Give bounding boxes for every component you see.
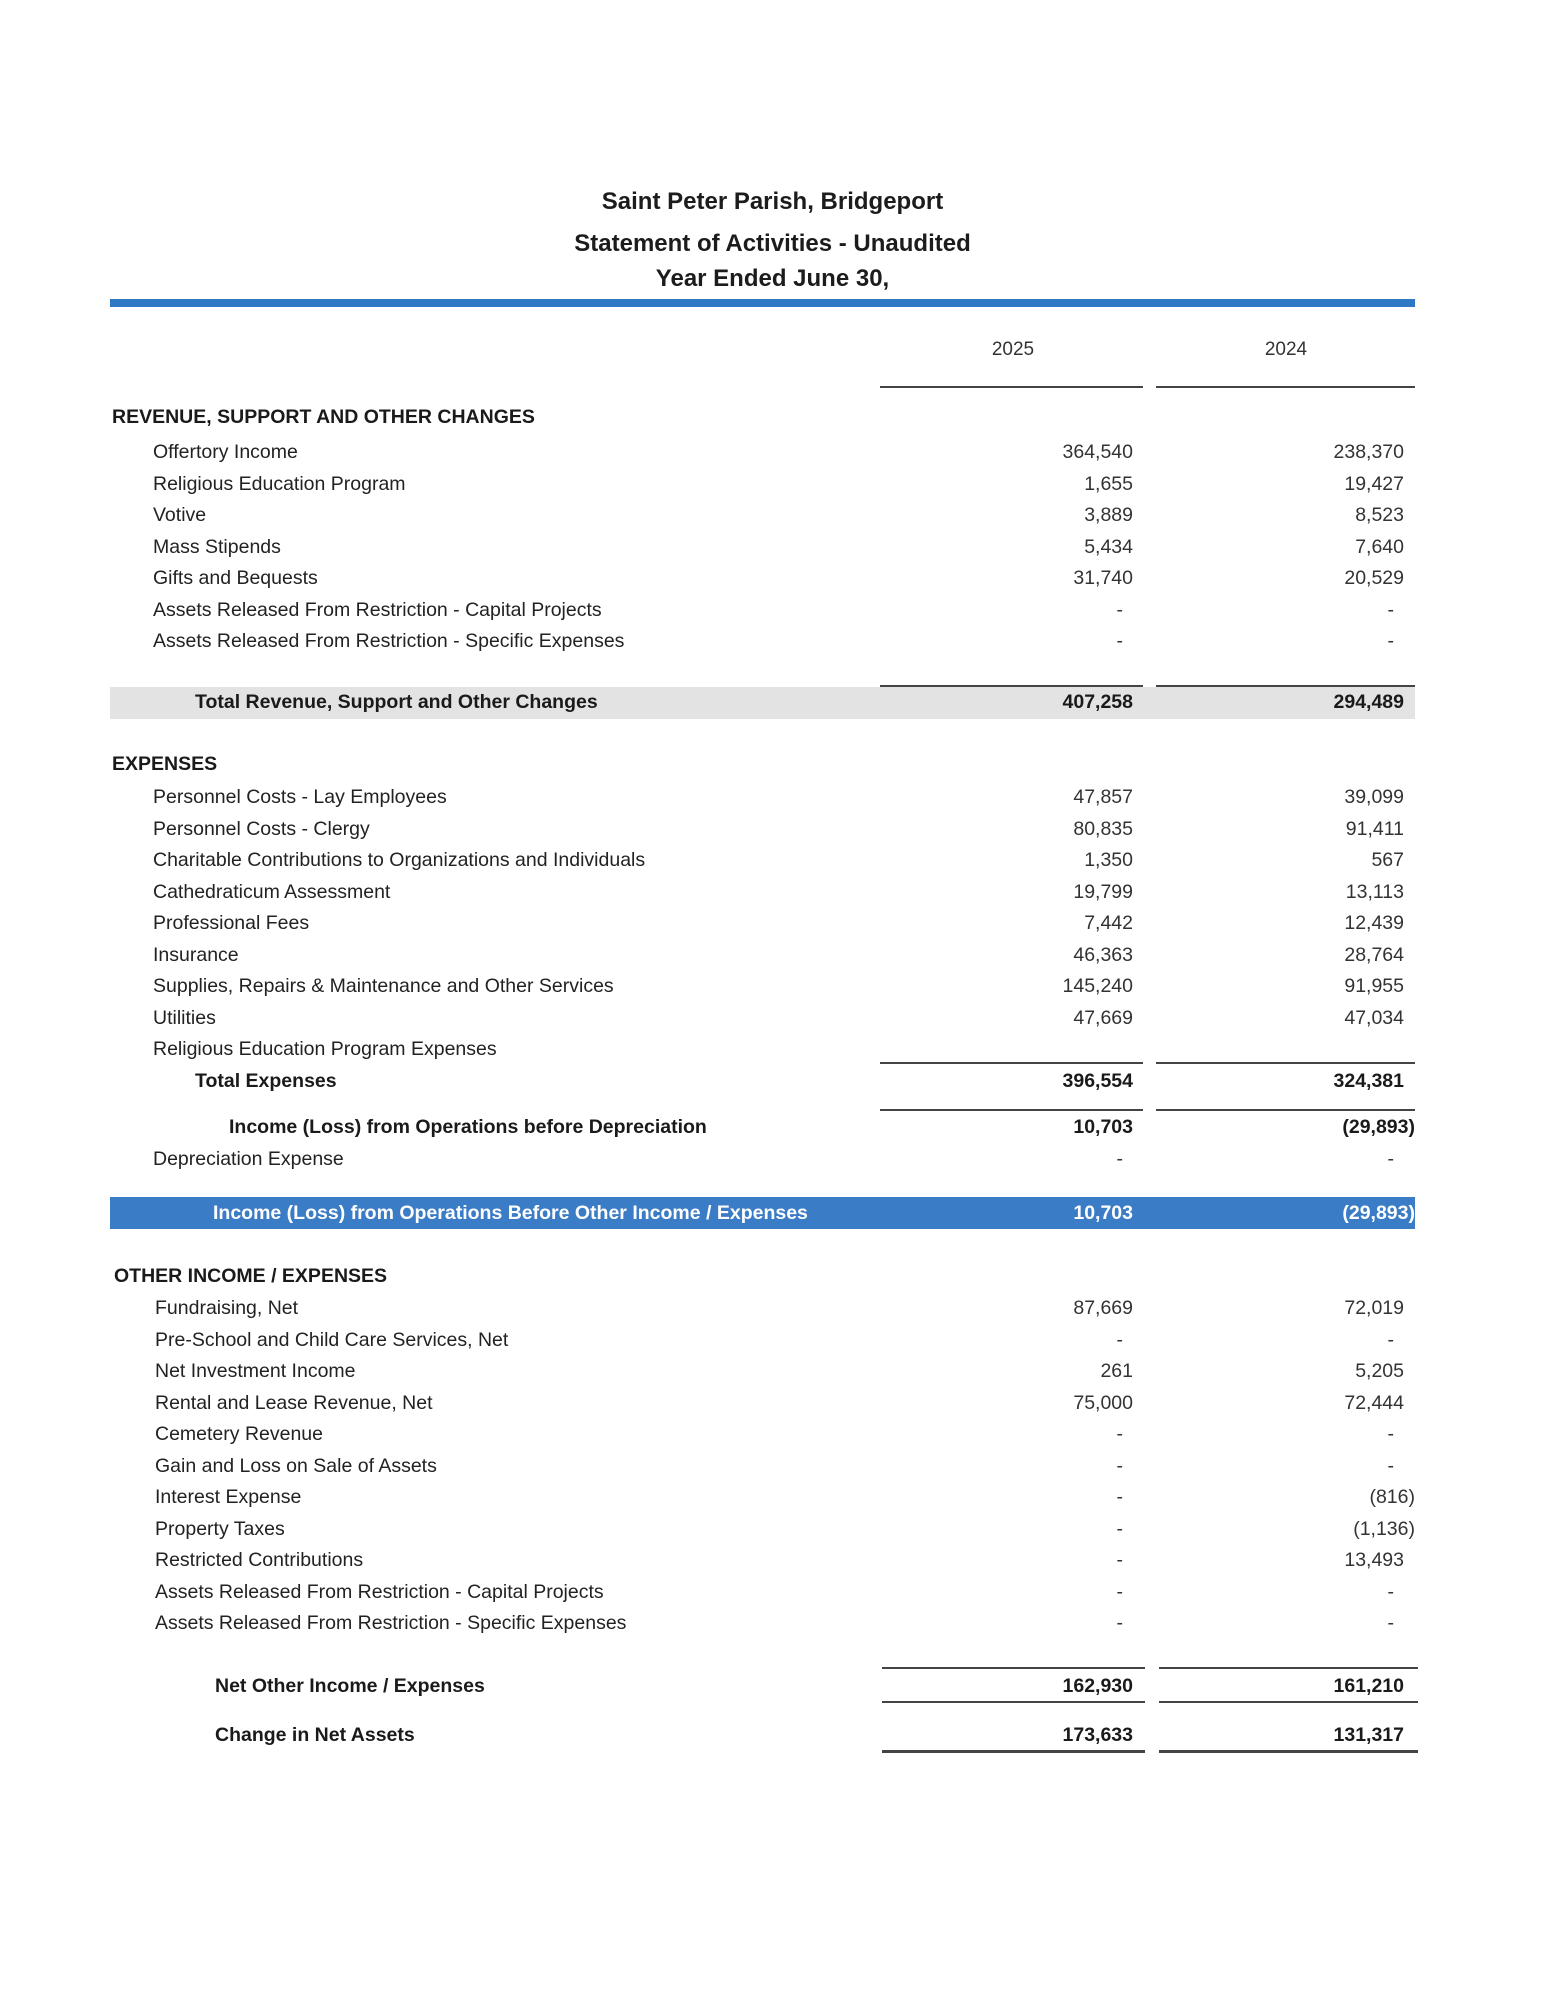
row-label: Restricted Contributions	[155, 1549, 364, 1571]
line-item-row	[0, 1003, 1545, 1033]
row-label: Mass Stipends	[153, 535, 281, 558]
value-2024: 5,205	[1355, 1360, 1404, 1382]
value-2025: 75,000	[1073, 1391, 1133, 1414]
value-2025: 10,703	[1073, 1202, 1133, 1224]
value-2024: 12,439	[1344, 912, 1404, 934]
line-item-row	[0, 500, 1545, 530]
value-2024: -	[1387, 1580, 1394, 1603]
row-label: Change in Net Assets	[215, 1724, 415, 1746]
row-label: Professional Fees	[153, 912, 310, 934]
row-label: Net Other Income / Expenses	[215, 1675, 485, 1697]
operations-rule-2025	[880, 1109, 1143, 1111]
expenses-section-heading: EXPENSES	[112, 753, 218, 775]
value-2024: 324,381	[1333, 1070, 1404, 1092]
value-2025: 5,434	[1084, 535, 1133, 558]
row-label: Gifts and Bequests	[153, 567, 318, 589]
value-2024: -	[1387, 630, 1394, 652]
row-label: Supplies, Repairs & Maintenance and Other Services	[153, 975, 614, 997]
row-label: Assets Released From Restriction - Capital Projects	[153, 598, 602, 621]
value-2025: 1,655	[1084, 472, 1133, 495]
line-item-row	[0, 971, 1545, 1001]
value-2025: 19,799	[1073, 880, 1133, 903]
value-2024: -	[1387, 1423, 1394, 1445]
value-2024: 567	[1371, 849, 1404, 871]
row-label: Insurance	[153, 943, 239, 966]
line-item-row	[0, 845, 1545, 875]
value-2025: -	[1116, 1148, 1123, 1170]
value-2025: -	[1116, 1612, 1123, 1634]
row-label: Personnel Costs - Lay Employees	[153, 786, 447, 808]
value-2024: (1,136)	[1353, 1517, 1415, 1540]
line-item-row	[0, 1388, 1545, 1418]
value-2025: 261	[1100, 1360, 1133, 1382]
line-item-row	[0, 563, 1545, 593]
line-item-row	[0, 437, 1545, 467]
value-2024: (29,893)	[1342, 1202, 1415, 1224]
row-label: Total Revenue, Support and Other Changes	[195, 691, 598, 713]
value-2024: 13,493	[1344, 1549, 1404, 1571]
value-2025: -	[1116, 598, 1123, 621]
depreciation-row	[0, 1144, 1545, 1174]
line-item-row	[0, 940, 1545, 970]
value-2025: 162,930	[1062, 1675, 1133, 1697]
line-item-row	[0, 1293, 1545, 1323]
line-item-row	[0, 814, 1545, 844]
change-in-net-assets-row	[0, 1720, 1545, 1750]
row-label: Religious Education Program Expenses	[153, 1038, 497, 1060]
row-label: Rental and Lease Revenue, Net	[155, 1391, 433, 1414]
value-2025: 31,740	[1073, 567, 1133, 589]
value-2024: 161,210	[1333, 1675, 1404, 1697]
net-other-bottom-rule-2025	[882, 1701, 1145, 1703]
line-item-row	[0, 877, 1545, 907]
row-label: Cathedraticum Assessment	[153, 880, 391, 903]
column-header-2025: 2025	[991, 339, 1035, 360]
row-label: Pre-School and Child Care Services, Net	[155, 1328, 509, 1351]
value-2024: 8,523	[1355, 504, 1404, 526]
row-label: Fundraising, Net	[155, 1297, 299, 1319]
row-label: Votive	[153, 504, 207, 526]
line-item-row	[0, 532, 1545, 562]
value-2025: 46,363	[1073, 943, 1133, 966]
value-2024: 28,764	[1344, 943, 1404, 966]
value-2025: 407,258	[1062, 691, 1133, 713]
value-2024: 294,489	[1333, 691, 1404, 713]
income-before-other-row	[0, 1198, 1545, 1228]
income-before-depreciation-row	[0, 1112, 1545, 1142]
expenses-total-rule-2025	[880, 1062, 1143, 1064]
row-label: Assets Released From Restriction - Capital Projects	[155, 1580, 604, 1603]
line-item-row	[0, 1356, 1545, 1386]
value-2024: -	[1387, 1612, 1394, 1634]
net-other-top-rule-2025	[882, 1667, 1145, 1669]
line-item-row	[0, 1577, 1545, 1607]
net-other-bottom-rule-2024	[1159, 1701, 1418, 1703]
value-2025: 396,554	[1062, 1070, 1133, 1092]
value-2025: 145,240	[1062, 975, 1133, 997]
row-label: Total Expenses	[195, 1070, 337, 1092]
value-2024: 47,034	[1344, 1006, 1404, 1029]
expenses-total-rule-2024	[1156, 1062, 1415, 1064]
row-label: Income (Loss) from Operations Before Other Income / Expenses	[213, 1202, 808, 1224]
period-title: Year Ended June 30,	[655, 265, 890, 292]
operations-rule-2024	[1156, 1109, 1415, 1111]
line-item-row	[0, 908, 1545, 938]
value-2024: 19,427	[1344, 472, 1404, 495]
value-2024: 39,099	[1344, 786, 1404, 808]
value-2024: -	[1387, 1454, 1394, 1477]
value-2025: 1,350	[1084, 849, 1133, 871]
value-2025: 47,857	[1073, 786, 1133, 808]
value-2025: 173,633	[1062, 1724, 1133, 1746]
row-label: Personnel Costs - Clergy	[153, 817, 370, 840]
value-2024: (29,893)	[1342, 1116, 1415, 1138]
value-2025: 87,669	[1073, 1297, 1133, 1319]
value-2025: 364,540	[1062, 441, 1133, 463]
value-2025: -	[1116, 1486, 1123, 1508]
value-2024: 72,019	[1344, 1297, 1404, 1319]
value-2024: (816)	[1369, 1486, 1415, 1508]
row-label: Property Taxes	[155, 1517, 285, 1540]
line-item-row	[0, 1482, 1545, 1512]
line-item-row	[0, 595, 1545, 625]
line-item-row	[0, 1545, 1545, 1575]
other-section-heading: OTHER INCOME / EXPENSES	[114, 1265, 388, 1287]
revenue-total-row	[0, 687, 1545, 717]
value-2025: -	[1116, 630, 1123, 652]
change-double-rule-2024	[1159, 1750, 1418, 1753]
value-2024: 7,640	[1355, 535, 1404, 558]
line-item-row	[0, 782, 1545, 812]
row-label: Interest Expense	[155, 1486, 302, 1508]
row-label: Net Investment Income	[155, 1360, 356, 1382]
value-2024: 131,317	[1333, 1724, 1404, 1746]
change-double-rule-2025	[882, 1750, 1145, 1753]
value-2025: -	[1116, 1454, 1123, 1477]
value-2025: 47,669	[1073, 1006, 1133, 1029]
organization-title: Saint Peter Parish, Bridgeport	[601, 188, 944, 215]
row-label: Charitable Contributions to Organizations and Individuals	[153, 849, 646, 871]
value-2025: -	[1116, 1580, 1123, 1603]
column-underline-2024	[1156, 386, 1415, 388]
value-2024: -	[1387, 1148, 1394, 1170]
value-2024: 13,113	[1345, 880, 1404, 903]
row-label: Assets Released From Restriction - Specific Expenses	[155, 1612, 627, 1634]
row-label: Utilities	[153, 1006, 216, 1029]
row-label: Gain and Loss on Sale of Assets	[155, 1454, 437, 1477]
header-rule	[110, 299, 1415, 307]
column-header-2024: 2024	[1264, 339, 1308, 360]
line-item-row	[0, 1419, 1545, 1449]
value-2025: 3,889	[1084, 504, 1133, 526]
value-2025: -	[1116, 1549, 1123, 1571]
value-2024: 72,444	[1344, 1391, 1404, 1414]
value-2025: 80,835	[1073, 817, 1133, 840]
line-item-row	[0, 1451, 1545, 1481]
statement-title: Statement of Activities - Unaudited	[574, 230, 971, 257]
value-2024: 91,411	[1345, 817, 1404, 840]
value-2024: -	[1387, 1328, 1394, 1351]
line-item-row	[0, 1608, 1545, 1638]
expenses-total-row	[0, 1066, 1545, 1096]
line-item-row	[0, 1034, 1545, 1064]
value-2025: -	[1116, 1328, 1123, 1351]
value-2024: 238,370	[1333, 441, 1404, 463]
line-item-row	[0, 626, 1545, 656]
value-2024: 91,955	[1344, 975, 1404, 997]
line-item-row	[0, 1514, 1545, 1544]
line-item-row	[0, 1325, 1545, 1355]
row-label: Cemetery Revenue	[155, 1423, 323, 1445]
line-item-row	[0, 469, 1545, 499]
net-other-row	[0, 1671, 1545, 1701]
revenue-section-heading: REVENUE, SUPPORT AND OTHER CHANGES	[112, 406, 535, 428]
row-label: Depreciation Expense	[153, 1148, 344, 1170]
row-label: Income (Loss) from Operations before Depreciation	[229, 1116, 707, 1138]
value-2024: 20,529	[1344, 567, 1404, 589]
row-label: Offertory Income	[153, 441, 298, 463]
value-2025: -	[1116, 1517, 1123, 1540]
row-label: Assets Released From Restriction - Specific Expenses	[153, 630, 625, 652]
row-label: Religious Education Program	[153, 472, 406, 495]
value-2025: 10,703	[1073, 1116, 1133, 1138]
value-2025: -	[1116, 1423, 1123, 1445]
column-underline-2025	[880, 386, 1143, 388]
net-other-top-rule-2024	[1159, 1667, 1418, 1669]
value-2024: -	[1387, 598, 1394, 621]
value-2025: 7,442	[1084, 912, 1133, 934]
